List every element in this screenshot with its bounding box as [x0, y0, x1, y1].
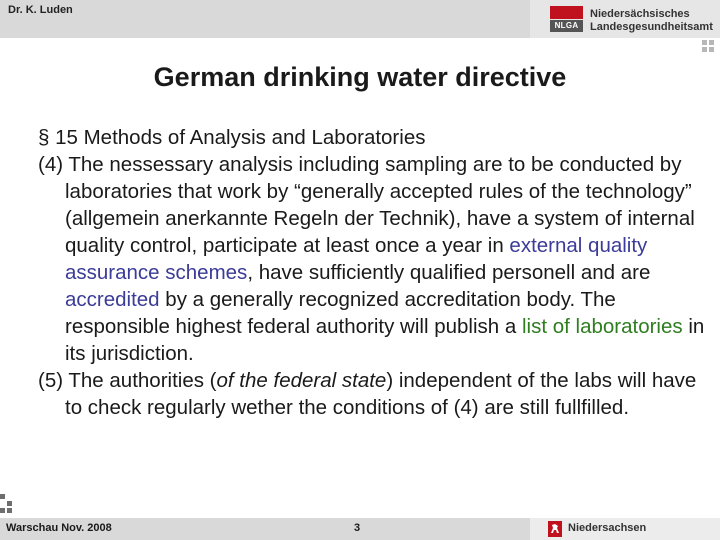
nlga-logo-icon [550, 6, 583, 32]
p5-italic-text: of the federal state [216, 369, 387, 392]
p4-text-1: (4) The nessessary analysis including sampling are to be conducted by laboratories that work by “generally accepted rules of the technology” (allgemein anerkannte Regeln der Technik), have a system of internal quality control, participate at least once a year in [38, 153, 695, 257]
horse-icon [548, 521, 562, 537]
nlga-logo-text [590, 8, 713, 34]
nlga-logo-mark: NLGA [550, 20, 583, 32]
logo-line-1: Niedersächsisches [590, 8, 690, 20]
corner-decoration-icon [702, 40, 718, 56]
logo-line-2: Landesgesundheitsamt [590, 21, 713, 33]
section-heading: § 15 Methods of Analysis and Laboratories [38, 126, 426, 149]
p5-text-1: (5) The authorities ( [38, 369, 217, 392]
niedersachsen-text: Niedersachsen [568, 522, 647, 534]
page-number: 3 [354, 522, 361, 534]
p5-text-2: ) independent of the labs will have to check regularly wether the conditions of (4) are still fullfilled. [65, 369, 697, 419]
external-quality-link[interactable]: external quality assurance schemes [65, 234, 648, 284]
nlga-logo [530, 0, 720, 38]
footer-bar [0, 518, 720, 540]
paragraph-5 [38, 367, 706, 421]
list-of-laboratories-link[interactable]: list of laboratories [521, 315, 683, 338]
p4-text-2: , have sufficiently qualified personell and are [247, 261, 651, 284]
slide-title: German drinking water directive [153, 62, 567, 92]
accredited-link[interactable]: accredited [65, 288, 160, 311]
p4-text-3: by a generally recognized accreditation body. The responsible highest federal authority will publish a [65, 288, 616, 338]
paragraph-4 [38, 151, 706, 367]
footer-event: Warschau Nov. 2008 [6, 522, 112, 534]
header-bar [0, 0, 720, 38]
slide-body [38, 124, 706, 421]
p4-text-4: in its jurisdiction. [65, 315, 705, 365]
niedersachsen-logo [530, 518, 720, 540]
author-name: Dr. K. Luden [8, 4, 73, 16]
